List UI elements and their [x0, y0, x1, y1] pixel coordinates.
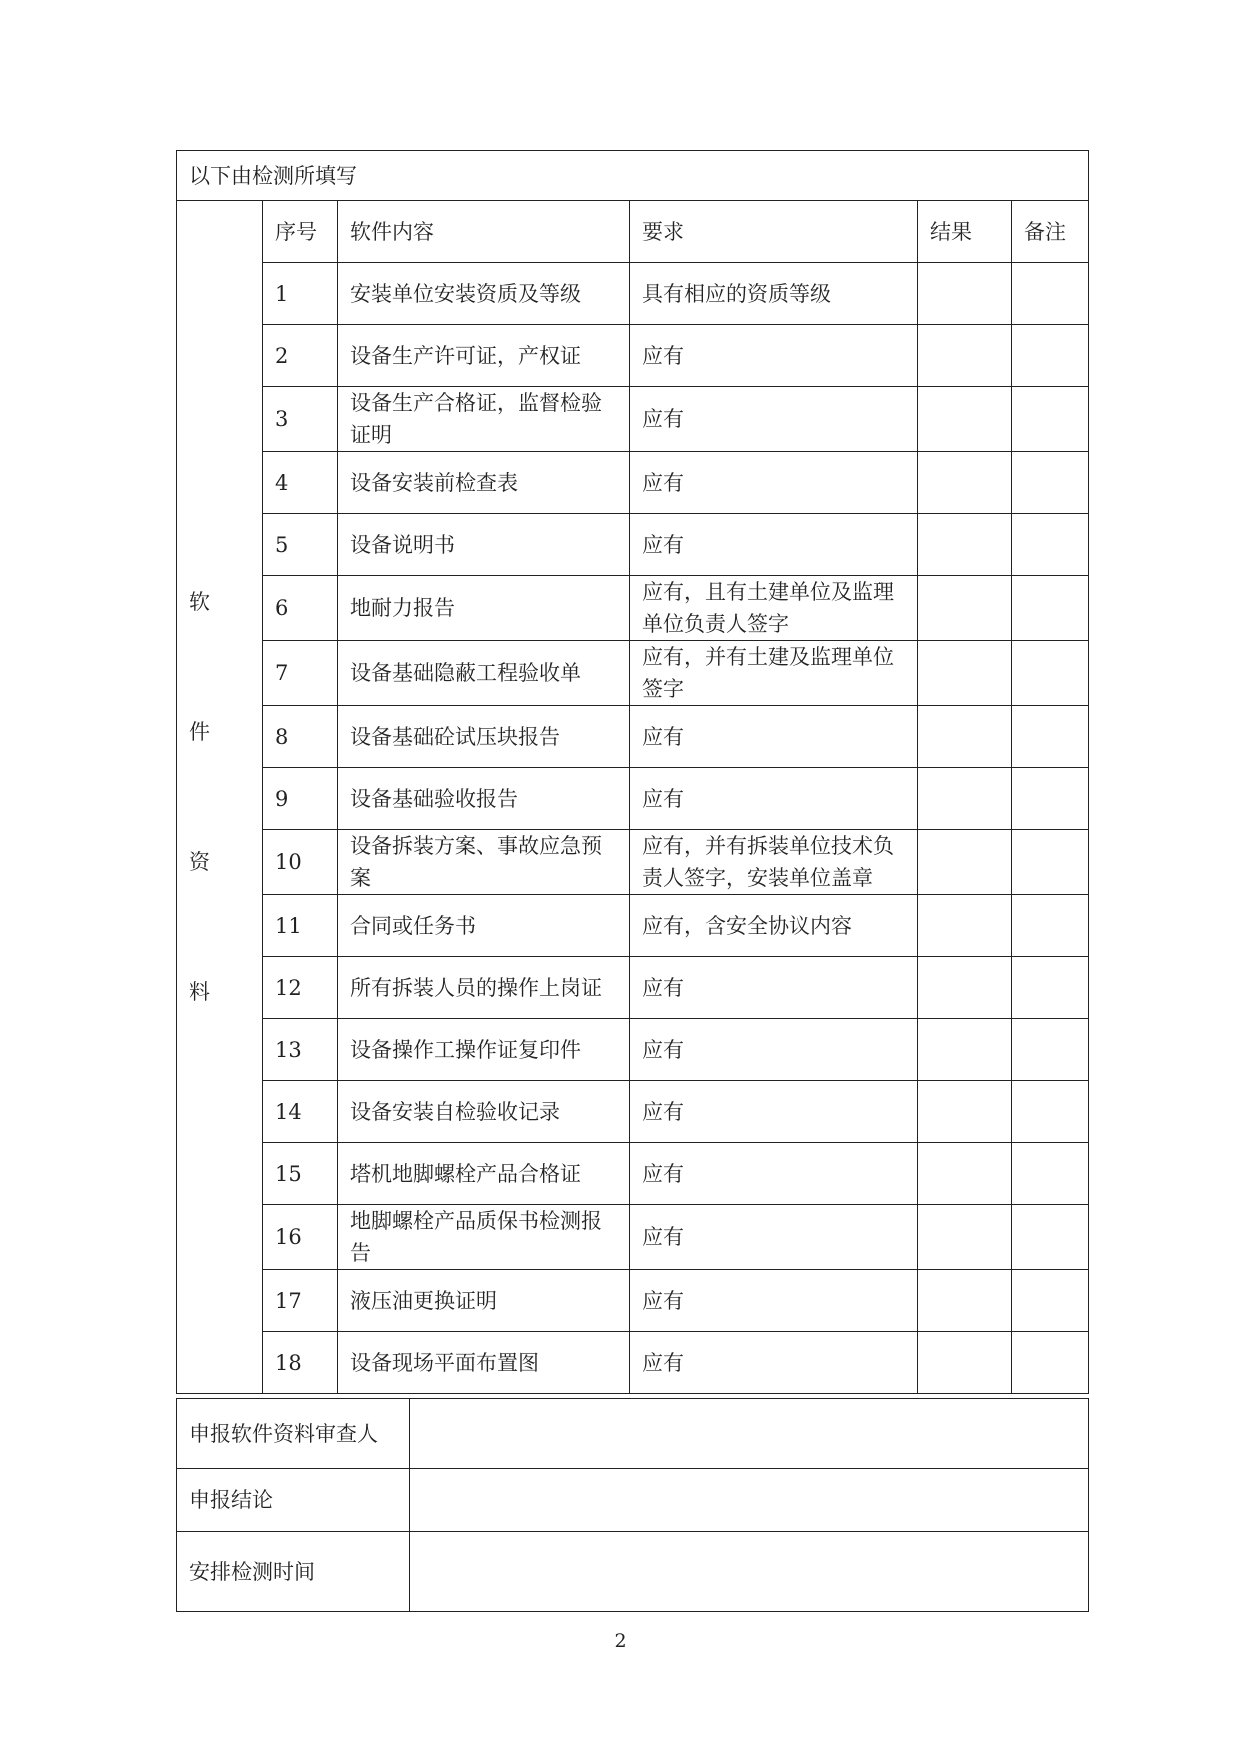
- row-seq: 12: [263, 957, 338, 1019]
- row-remark-cell[interactable]: [1012, 641, 1089, 706]
- reviewer-field[interactable]: [410, 1399, 1089, 1469]
- row-requirement: 应有，含安全协议内容: [630, 895, 918, 957]
- row-requirement: 应有: [630, 1332, 918, 1394]
- row-content: 所有拆装人员的操作上岗证: [338, 957, 630, 1019]
- inspection-checklist-table: [176, 150, 1089, 1394]
- table-row: [177, 768, 1089, 830]
- row-remark-cell[interactable]: [1012, 1270, 1089, 1332]
- row-remark-cell[interactable]: [1012, 576, 1089, 641]
- row-seq: 16: [263, 1205, 338, 1270]
- table-row: [177, 641, 1089, 706]
- review-footer-table: [176, 1398, 1089, 1612]
- row-remark-cell[interactable]: [1012, 263, 1089, 325]
- row-remark-cell[interactable]: [1012, 768, 1089, 830]
- table-row: [177, 452, 1089, 514]
- table-row: [177, 1143, 1089, 1205]
- schedule-field[interactable]: [410, 1532, 1089, 1612]
- row-result-cell[interactable]: [918, 1143, 1012, 1205]
- side-label-char: 料: [189, 980, 210, 1004]
- row-requirement: 应有: [630, 514, 918, 576]
- row-content: 地脚螺栓产品质保书检测报告: [338, 1205, 630, 1270]
- row-seq: 9: [263, 768, 338, 830]
- row-result-cell[interactable]: [918, 325, 1012, 387]
- column-header-requirement: 要求: [630, 201, 918, 263]
- table-row: [177, 1019, 1089, 1081]
- row-requirement: 应有: [630, 325, 918, 387]
- row-content: 设备基础验收报告: [338, 768, 630, 830]
- row-seq: 14: [263, 1081, 338, 1143]
- row-content: 地耐力报告: [338, 576, 630, 641]
- row-requirement: 应有，并有土建及监理单位签字: [630, 641, 918, 706]
- table-row: [177, 1205, 1089, 1270]
- row-remark-cell[interactable]: [1012, 325, 1089, 387]
- row-result-cell[interactable]: [918, 1205, 1012, 1270]
- row-result-cell[interactable]: [918, 576, 1012, 641]
- row-seq: 15: [263, 1143, 338, 1205]
- column-header-result: 结果: [918, 201, 1012, 263]
- table-row: [177, 957, 1089, 1019]
- side-label: [177, 201, 263, 1394]
- row-content: 设备现场平面布置图: [338, 1332, 630, 1394]
- row-seq: 1: [263, 263, 338, 325]
- row-content: 安装单位安装资质及等级: [338, 263, 630, 325]
- table-row: [177, 576, 1089, 641]
- row-remark-cell[interactable]: [1012, 1081, 1089, 1143]
- conclusion-label: 申报结论: [177, 1469, 410, 1532]
- row-result-cell[interactable]: [918, 830, 1012, 895]
- table-row: [177, 387, 1089, 452]
- row-remark-cell[interactable]: [1012, 387, 1089, 452]
- row-seq: 7: [263, 641, 338, 706]
- row-requirement: 应有: [630, 1270, 918, 1332]
- row-seq: 8: [263, 706, 338, 768]
- row-content: 设备基础隐蔽工程验收单: [338, 641, 630, 706]
- row-content: 设备安装前检查表: [338, 452, 630, 514]
- row-requirement: 应有: [630, 706, 918, 768]
- row-remark-cell[interactable]: [1012, 957, 1089, 1019]
- row-content: 液压油更换证明: [338, 1270, 630, 1332]
- row-remark-cell[interactable]: [1012, 1143, 1089, 1205]
- row-result-cell[interactable]: [918, 387, 1012, 452]
- row-seq: 5: [263, 514, 338, 576]
- page-number: 2: [614, 1630, 627, 1652]
- row-content: 设备安装自检验收记录: [338, 1081, 630, 1143]
- row-requirement: 应有: [630, 387, 918, 452]
- conclusion-field[interactable]: [410, 1469, 1089, 1532]
- row-content: 合同或任务书: [338, 895, 630, 957]
- row-result-cell[interactable]: [918, 957, 1012, 1019]
- table-row: [177, 325, 1089, 387]
- row-seq: 4: [263, 452, 338, 514]
- row-requirement: 应有: [630, 1081, 918, 1143]
- row-remark-cell[interactable]: [1012, 895, 1089, 957]
- row-requirement: 应有: [630, 1143, 918, 1205]
- row-remark-cell[interactable]: [1012, 514, 1089, 576]
- side-label-char: 软: [189, 590, 210, 614]
- row-seq: 3: [263, 387, 338, 452]
- row-content: 设备生产许可证，产权证: [338, 325, 630, 387]
- row-requirement: 应有，并有拆装单位技术负责人签字，安装单位盖章: [630, 830, 918, 895]
- row-content: 设备说明书: [338, 514, 630, 576]
- table-row: [177, 1270, 1089, 1332]
- row-result-cell[interactable]: [918, 1332, 1012, 1394]
- schedule-label: 安排检测时间: [177, 1532, 410, 1612]
- row-result-cell[interactable]: [918, 895, 1012, 957]
- row-remark-cell[interactable]: [1012, 1332, 1089, 1394]
- row-result-cell[interactable]: [918, 768, 1012, 830]
- row-result-cell[interactable]: [918, 1019, 1012, 1081]
- row-seq: 10: [263, 830, 338, 895]
- row-result-cell[interactable]: [918, 641, 1012, 706]
- table-row: [177, 1081, 1089, 1143]
- side-label-char: 件: [189, 720, 210, 744]
- row-remark-cell[interactable]: [1012, 1205, 1089, 1270]
- row-result-cell[interactable]: [918, 263, 1012, 325]
- column-header-row: [177, 201, 1089, 263]
- row-content: 塔机地脚螺栓产品合格证: [338, 1143, 630, 1205]
- table-row: [177, 1332, 1089, 1394]
- row-requirement: 应有: [630, 1205, 918, 1270]
- row-requirement: 应有: [630, 1019, 918, 1081]
- row-content: 设备基础砼试压块报告: [338, 706, 630, 768]
- row-remark-cell[interactable]: [1012, 830, 1089, 895]
- table-row: [177, 830, 1089, 895]
- row-content: 设备拆装方案、事故应急预案: [338, 830, 630, 895]
- row-requirement: 应有: [630, 452, 918, 514]
- row-requirement: 应有: [630, 768, 918, 830]
- row-content: 设备操作工操作证复印件: [338, 1019, 630, 1081]
- row-requirement: 具有相应的资质等级: [630, 263, 918, 325]
- table-row: [177, 514, 1089, 576]
- row-seq: 18: [263, 1332, 338, 1394]
- row-seq: 6: [263, 576, 338, 641]
- table-row: [177, 706, 1089, 768]
- row-remark-cell[interactable]: [1012, 1019, 1089, 1081]
- row-result-cell[interactable]: [918, 1270, 1012, 1332]
- row-seq: 11: [263, 895, 338, 957]
- row-seq: 13: [263, 1019, 338, 1081]
- table-row: [177, 895, 1089, 957]
- row-result-cell[interactable]: [918, 452, 1012, 514]
- section-header: 以下由检测所填写: [177, 151, 1089, 201]
- side-label-char: 资: [189, 850, 210, 874]
- row-seq: 2: [263, 325, 338, 387]
- row-requirement: 应有: [630, 957, 918, 1019]
- row-content: 设备生产合格证，监督检验证明: [338, 387, 630, 452]
- column-header-remark: 备注: [1012, 201, 1089, 263]
- row-requirement: 应有，且有土建单位及监理单位负责人签字: [630, 576, 918, 641]
- column-header-seq: 序号: [263, 201, 338, 263]
- row-result-cell[interactable]: [918, 514, 1012, 576]
- column-header-content: 软件内容: [338, 201, 630, 263]
- row-result-cell[interactable]: [918, 1081, 1012, 1143]
- reviewer-label: 申报软件资料审查人: [177, 1399, 410, 1469]
- row-remark-cell[interactable]: [1012, 452, 1089, 514]
- row-remark-cell[interactable]: [1012, 706, 1089, 768]
- row-result-cell[interactable]: [918, 706, 1012, 768]
- table-row: [177, 263, 1089, 325]
- row-seq: 17: [263, 1270, 338, 1332]
